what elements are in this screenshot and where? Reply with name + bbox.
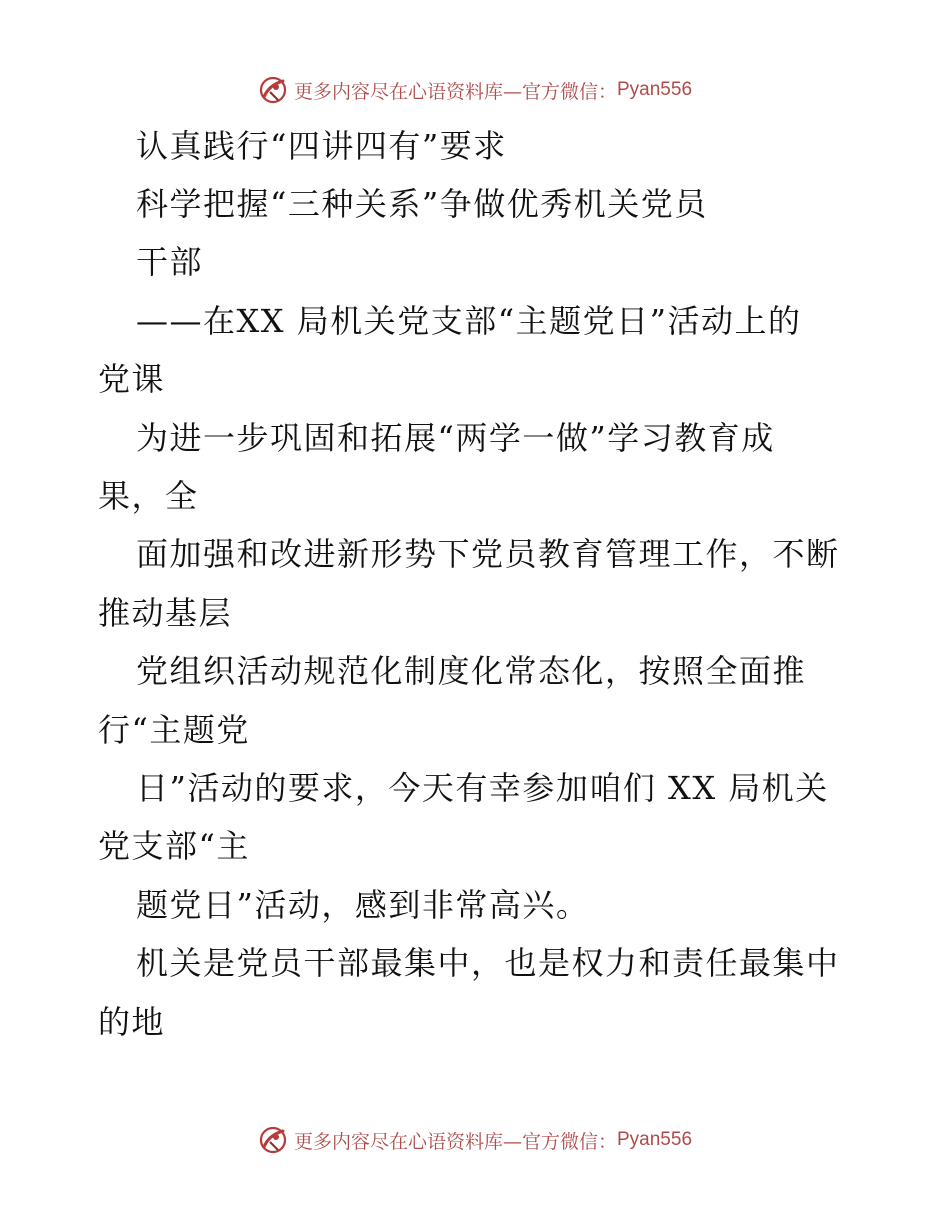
subtitle-line-1: ——在XX 局机关党支部“主题党日”活动上的 bbox=[136, 302, 802, 340]
paragraph-line: 为进一步巩固和拓展“两学一做”学习教育成 bbox=[136, 419, 775, 457]
header-account-id: Pyan556 bbox=[617, 79, 693, 100]
paragraph-line: 的地 bbox=[98, 1003, 166, 1041]
footer-brand-text: 更多内容尽在心语资料库—官方微信： bbox=[293, 1130, 617, 1153]
title-line-1: 认真践行“四讲四有”要求 bbox=[136, 127, 507, 165]
paragraph-line: 果，全 bbox=[98, 477, 199, 515]
title-line-2: 科学把握“三种关系”争做优秀机关党员 bbox=[136, 185, 708, 223]
paragraph-line: 日”活动的要求，今天有幸参加咱们 XX 局机关 bbox=[136, 769, 829, 807]
paragraph-line: 行“主题党 bbox=[98, 711, 250, 749]
paragraph-line: 推动基层 bbox=[98, 594, 233, 632]
subtitle-line-2: 党课 bbox=[98, 360, 166, 398]
title-line-3: 干部 bbox=[136, 243, 204, 281]
paragraph-line: 党支部“主 bbox=[98, 827, 250, 865]
paragraph-line: 面加强和改进新形势下党员教育管理工作，不断 bbox=[136, 535, 840, 573]
paragraph-line: 题党日”活动，感到非常高兴。 bbox=[136, 886, 590, 924]
footer-account-id: Pyan556 bbox=[617, 1129, 693, 1150]
red-brush-pen-logo-icon bbox=[258, 75, 288, 105]
red-brush-pen-logo-icon bbox=[258, 1125, 288, 1155]
paragraph-line: 党组织活动规范化制度化常态化，按照全面推 bbox=[136, 652, 807, 690]
paragraph-line: 机关是党员干部最集中，也是权力和责任最集中 bbox=[136, 944, 840, 982]
header-banner bbox=[0, 70, 950, 110]
header-brand-text: 更多内容尽在心语资料库—官方微信： bbox=[293, 80, 617, 103]
footer-banner bbox=[0, 1120, 950, 1160]
